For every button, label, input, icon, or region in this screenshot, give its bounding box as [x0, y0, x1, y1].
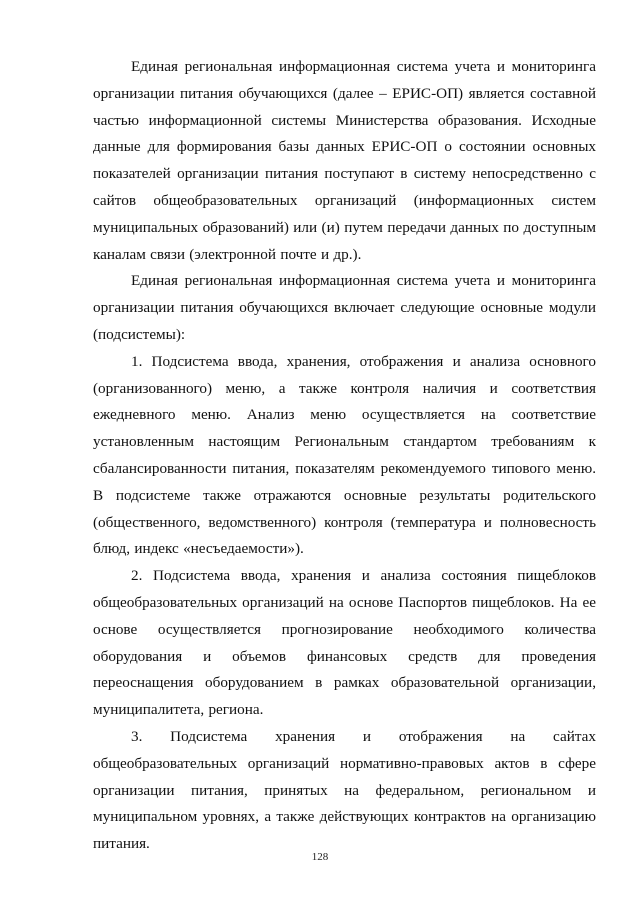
paragraph-modules-intro: Единая региональная информационная система учета и мониторинга организации питания обучающихся включает следующие основные модули (подсистемы):: [93, 272, 596, 343]
page-number: 128: [311, 851, 329, 863]
paragraph-eris-op-intro: Единая региональная информационная система учета и мониторинга организации питания обучающихся (далее – ЕРИС-ОП) является составной частью информационной системы Министерства образования. Исходные данные для формирования базы данных ЕРИС-ОП о состоянии основных показателей организации питания поступают в систему непосредственно с сайтов общеобразовательных организаций (информационных систем муниципальных образований) или (и) путем передачи данных по доступным каналам связи (электронной почте и др.).: [93, 58, 596, 263]
document-body: [93, 54, 596, 858]
paragraph-module-1-menu: 1. Подсистема ввода, хранения, отображения и анализа основного (организованного) меню, а также контроля наличия и соответствия ежедневного меню. Анализ меню осуществляется на соответствие установленным настоящим Региональным стандартом требованиям к сбалансированности питания, показателям рекомендуемого типового меню. В подсистеме также отражаются основные результаты родительского (общественного, ведомственного) контроля (температура и полновесность блюд, индекс «несъедаемости»).: [93, 352, 596, 558]
paragraph-module-3-legal-acts: 3. Подсистема хранения и отображения на сайтах общеобразовательных организаций нормативно-правовых актов в сфере организации питания, принятых на федеральном, региональном и муниципальном уровнях, а также действующих контрактов на организацию питания.: [93, 727, 596, 853]
paragraph-module-2-kitchens: 2. Подсистема ввода, хранения и анализа состояния пищеблоков общеобразовательных организаций на основе Паспортов пищеблоков. На ее основе осуществляется прогнозирование необходимого количества оборудования и объемов финансовых средств для проведения переоснащения оборудованием в рамках образовательной организации, муниципалитета, региона.: [93, 567, 596, 719]
